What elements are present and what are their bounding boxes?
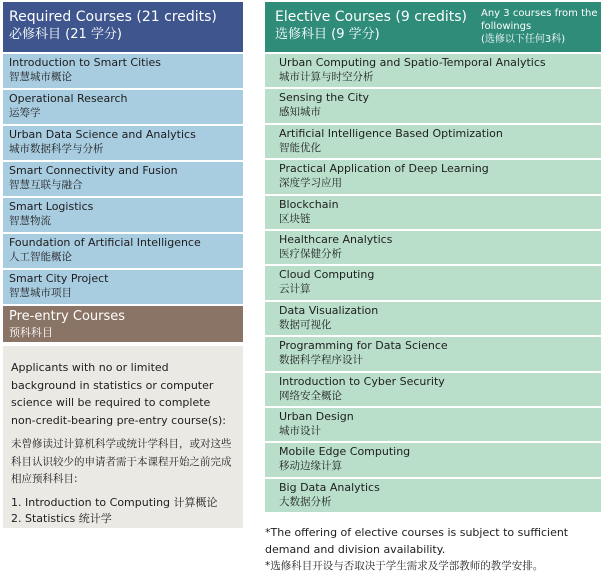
elective-footnote	[265, 524, 603, 575]
course-name-zh: 城市数据科学与分析	[9, 143, 104, 155]
course-name: Smart City Project	[9, 272, 109, 285]
elective-course-item	[265, 52, 601, 87]
preentry-courses-header	[3, 304, 243, 342]
required-course-item	[3, 160, 243, 196]
preentry-description: Applicants with no or limited background in statistics or computer science will be required to complete non-credit-bearing pre-entry course(s):	[11, 361, 226, 427]
course-name-zh: 智慧城市项目	[9, 287, 72, 299]
elective-note-zh: (选修以下任何3科)	[481, 34, 566, 45]
elective-column	[265, 2, 601, 512]
required-course-item	[3, 232, 243, 268]
elective-courses-title: Elective Courses (9 credits)	[275, 9, 467, 25]
course-name-zh: 感知城市	[279, 106, 321, 119]
course-name-zh: 移动边缘计算	[279, 460, 342, 473]
elective-note-en: Any 3 courses from the followings	[481, 8, 598, 32]
course-name: Data Visualization	[279, 303, 379, 317]
course-name-zh: 云计算	[279, 283, 311, 296]
elective-course-item	[265, 194, 601, 229]
course-name: Urban Computing and Spatio-Temporal Analytics	[279, 56, 546, 69]
course-name-zh: 智慧互联与融合	[9, 179, 83, 191]
course-name: Operational Research	[9, 92, 128, 105]
elective-course-item	[265, 371, 601, 406]
preentry-description-zh: 未曾修读过计算机科学或统计学科目，或对这些科目认识较少的申请者需于本课程开始之前完成相应预科科目:	[11, 438, 232, 485]
course-name: Smart Logistics	[9, 200, 94, 213]
course-name-zh: 网络安全概论	[279, 389, 342, 402]
course-name: Cloud Computing	[279, 268, 375, 282]
preentry-courses-title-zh: 预科科目	[9, 326, 53, 339]
course-name-zh: 运筹学	[9, 107, 41, 119]
course-name: Artificial Intelligence Based Optimization	[279, 126, 503, 140]
footnote-en: *The offering of elective courses is subject to sufficient demand and division availability.	[265, 526, 569, 556]
required-courses-title-zh: 必修科目 (21 学分)	[9, 27, 122, 42]
elective-course-item	[265, 335, 601, 370]
course-name: Introduction to Smart Cities	[9, 56, 162, 69]
required-courses-title: Required Courses (21 credits)	[9, 9, 217, 25]
required-course-item	[3, 88, 243, 124]
elective-course-item	[265, 441, 601, 476]
preentry-courses-title: Pre-entry Courses	[9, 309, 126, 324]
course-name-zh: 区块链	[279, 212, 311, 225]
course-name: Healthcare Analytics	[279, 232, 393, 246]
course-name: Programming for Data Science	[279, 339, 448, 353]
course-name: Blockchain	[279, 197, 339, 211]
elective-course-item	[265, 264, 601, 299]
course-name: Urban Data Science and Analytics	[9, 128, 196, 141]
course-name: Foundation of Artificial Intelligence	[9, 236, 201, 249]
elective-course-item	[265, 87, 601, 122]
required-column	[3, 2, 243, 528]
elective-selection-note	[481, 7, 599, 46]
course-name: Big Data Analytics	[279, 480, 380, 494]
required-courses-header	[3, 2, 243, 52]
course-name: Urban Design	[279, 409, 354, 423]
elective-courses-header	[265, 2, 601, 52]
course-name-zh: 人工智能概论	[9, 251, 72, 263]
elective-course-item	[265, 406, 601, 441]
preentry-course-list	[11, 495, 235, 528]
elective-course-item	[265, 158, 601, 193]
course-name-zh: 智慧城市概论	[9, 71, 72, 83]
elective-course-item	[265, 123, 601, 158]
required-course-item	[3, 124, 243, 160]
course-name-zh: 大数据分析	[279, 495, 332, 508]
required-course-item	[3, 268, 243, 304]
preentry-course-item: 1. Introduction to Computing 计算概论	[11, 495, 218, 509]
course-name: Mobile Edge Computing	[279, 445, 411, 459]
elective-course-item	[265, 300, 601, 335]
course-name-zh: 深度学习应用	[279, 177, 342, 190]
required-course-item	[3, 196, 243, 232]
course-name: Practical Application of Deep Learning	[279, 162, 489, 176]
course-name-zh: 城市计算与时空分析	[279, 71, 374, 83]
preentry-description-box	[3, 346, 243, 528]
footnote-zh: *选修科目开设与否取决于学生需求及学部教师的教学安排。	[265, 560, 544, 572]
course-name-zh: 数据可视化	[279, 318, 332, 331]
course-name-zh: 智慧物流	[9, 215, 51, 227]
course-name-zh: 城市设计	[279, 424, 321, 437]
elective-course-item	[265, 477, 601, 512]
course-name: Introduction to Cyber Security	[279, 374, 445, 388]
course-name: Smart Connectivity and Fusion	[9, 164, 178, 177]
course-name-zh: 数据科学程序设计	[279, 354, 363, 367]
required-course-item	[3, 52, 243, 88]
preentry-course-item: 2. Statistics 统计学	[11, 512, 112, 525]
elective-courses-title-zh: 选修科目 (9 学分)	[275, 27, 380, 42]
elective-course-item	[265, 229, 601, 264]
course-name-zh: 智能优化	[279, 141, 321, 154]
course-name: Sensing the City	[279, 91, 370, 105]
course-name-zh: 医疗保健分析	[279, 247, 342, 260]
